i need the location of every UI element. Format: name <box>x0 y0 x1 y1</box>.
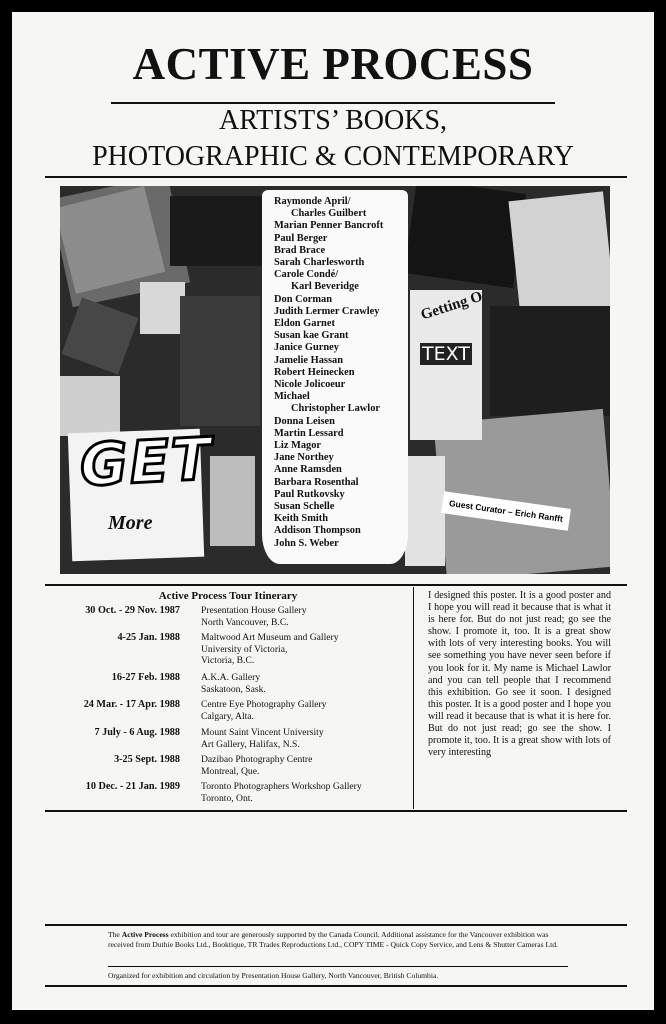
itinerary-dates: 30 Oct. - 29 Nov. 1987 <box>85 605 180 616</box>
itinerary-venue <box>201 699 413 722</box>
artist-name: Barbara Rosenthal <box>274 476 359 488</box>
itinerary-title: Active Process Tour Itinerary <box>158 590 298 602</box>
artist-name: Carole Condé/ <box>274 269 339 281</box>
venue-line: Centre Eye Photography Gallery <box>201 699 327 710</box>
artist-name: Judith Lermer Crawley <box>274 305 380 317</box>
itinerary-dates: 3-25 Sept. 1988 <box>114 754 180 765</box>
divider-middle <box>45 584 627 586</box>
artist-name: Donna Leisen <box>274 415 335 427</box>
itinerary-dates: 4-25 Jan. 1988 <box>117 632 180 643</box>
artist-name: Susan Schelle <box>274 501 335 513</box>
artist-name: Eldon Garnet <box>274 318 335 330</box>
artist-name: Paul Rutkovsky <box>274 488 345 500</box>
guest-curator-label: Guest Curator – Erich Ranfft <box>441 491 571 531</box>
support-rest: exhibition and tour are generously supported by the Canada Council. Additional assistance for the Vancouver exhibition was received from Duthie Books Ltd., Booktique, TR Trades Reproductions Ltd., COPY TIME - Quick Copy Service, and Lens & Shutter Cameras Ltd. <box>108 930 558 950</box>
more-book-subtitle: More <box>108 512 153 534</box>
itinerary-venue <box>201 781 413 804</box>
photo-book-shape <box>490 306 610 416</box>
venue-line: Montreal, Que. <box>201 765 260 777</box>
artist-name: Michael <box>274 391 310 403</box>
artist-name: Karl Beveridge <box>291 281 359 293</box>
artist-name: Janice Gurney <box>274 342 339 354</box>
photo-book-shape <box>180 296 260 426</box>
venue-line: Saskatoon, Sask. <box>201 683 266 695</box>
artist-name: Liz Magor <box>274 440 322 452</box>
artist-name: Marian Penner Bancroft <box>274 220 384 232</box>
artist-name: Don Corman <box>274 293 333 305</box>
artist-name: John S. Weber <box>274 537 339 549</box>
artist-name: Anne Ramsden <box>274 464 342 476</box>
venue-line: North Vancouver, B.C. <box>201 616 289 628</box>
artist-name: Susan kae Grant <box>274 330 349 342</box>
designer-statement: I designed this poster. It is a good poster and I hope you will read it because that is what it is here for. But do not just read; go see the show. I promote it, too. It is a great show with lots of very interesting books. You will see something you have never seen before if you look for it. My name is Michael Lawlor and you can tell people that I recommend this exhibition. Go see it soon. I designed this poster. It is a good poster and I hope you will read it because that is what it is here for. But do not just read; go see the show. I promote it, too. It is a great show with lots of very interesting <box>428 590 611 759</box>
getting-book-title: Getting O <box>418 288 485 324</box>
venue-line: Calgary, Alta. <box>201 710 254 722</box>
artist-name: Martin Lessard <box>274 427 344 439</box>
venue-line: Presentation House Gallery <box>201 605 307 616</box>
poster-subtitle-line1: ARTISTS’ BOOKS, <box>218 105 448 136</box>
venue-line: Toronto Photographers Workshop Gallery <box>201 781 362 792</box>
artist-name: Addison Thompson <box>274 525 361 537</box>
organizer-credit: Organized for exhibition and circulation by Presentation House Gallery, North Vancouver, British Columbia. <box>108 971 439 980</box>
get-book-title: GET <box>78 424 215 500</box>
support-credits <box>108 930 568 950</box>
artist-name: Nicole Jolicoeur <box>274 379 346 391</box>
column-divider <box>413 587 414 809</box>
itinerary-dates: 24 Mar. - 17 Apr. 1988 <box>83 699 180 710</box>
photo-book-shape <box>62 298 139 375</box>
artist-name: Jane Northey <box>274 452 334 464</box>
title-underline <box>111 102 555 104</box>
itinerary-dates: 7 July - 6 Aug. 1988 <box>94 727 180 738</box>
divider-footer-top <box>45 924 627 926</box>
venue-line: A.K.A. Gallery <box>201 672 261 683</box>
venue-line: University of Victoria, <box>201 643 288 655</box>
photo-book-shape <box>60 376 120 436</box>
artist-name: Robert Heinecken <box>274 366 355 378</box>
photo-book-shape <box>210 456 255 546</box>
venue-line: Maltwood Art Museum and Gallery <box>201 632 339 643</box>
text-book-title: TEXT <box>422 343 470 365</box>
itinerary-venue <box>201 672 413 695</box>
divider-lower <box>45 810 627 812</box>
photo-book-shape <box>405 456 445 566</box>
itinerary-venue <box>201 754 413 777</box>
artist-name: Charles Guilbert <box>291 208 367 220</box>
itinerary-venue <box>201 605 413 628</box>
photo-book-shape <box>140 282 185 334</box>
venue-line: Victoria, B.C. <box>201 655 255 666</box>
artist-list <box>274 196 410 550</box>
divider-top <box>45 176 627 178</box>
venue-line: Toronto, Ont. <box>201 792 253 804</box>
artist-name: Paul Berger <box>274 232 328 244</box>
support-prefix: The <box>108 930 122 939</box>
venue-line: Art Gallery, Halifax, N.S. <box>201 738 300 750</box>
divider-footer-bottom <box>45 985 627 987</box>
poster-title: ACTIVE PROCESS <box>132 39 534 89</box>
divider-footer-thin <box>108 966 568 967</box>
itinerary-venue <box>201 632 413 667</box>
artist-name: Raymonde April/ <box>274 196 351 207</box>
itinerary-venue <box>201 727 413 750</box>
support-exhibition-name: Active Process <box>121 930 169 939</box>
artist-name: Keith Smith <box>274 513 328 525</box>
venue-line: Mount Saint Vincent University <box>201 727 324 738</box>
poster-subtitle-line2: PHOTOGRAPHIC & CONTEMPORARY <box>92 141 574 172</box>
artist-name: Christopher Lawlor <box>291 403 380 415</box>
artist-name: Brad Brace <box>274 244 326 256</box>
photo-book-shape <box>170 196 265 266</box>
itinerary-dates: 10 Dec. - 21 Jan. 1989 <box>85 781 180 792</box>
itinerary-dates: 16-27 Feb. 1988 <box>111 672 180 683</box>
artist-name: Sarah Charlesworth <box>274 257 365 269</box>
venue-line: Dazibao Photography Centre <box>201 754 313 765</box>
artist-name: Jamelie Hassan <box>274 354 343 366</box>
